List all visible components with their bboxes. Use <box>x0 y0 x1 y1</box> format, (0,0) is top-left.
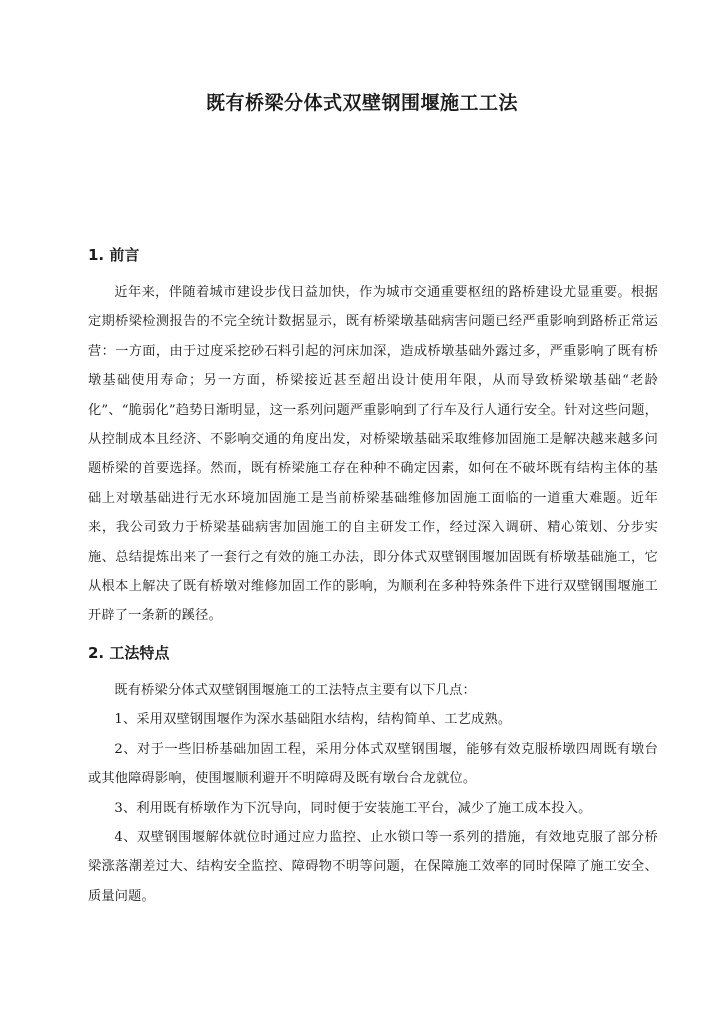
paragraph: 3、利用既有桥墩作为下沉导向，同时便于安装施工平台，减少了施工成本投入。 <box>114 800 592 816</box>
paragraph: 2、对于一些旧桥基础加固工程，采用分体式双壁钢围堰，能够有效克服桥墩四周既有墩台或其他障碍影响，使围堰顺利避开不明障碍及既有墩台合龙就位。 <box>88 741 658 787</box>
section-heading: 1. 前言 <box>88 246 140 264</box>
section-heading: 2. 工法特点 <box>88 644 170 662</box>
paragraph: 近年来，伴随着城市建设步伐日益加快，作为城市交通重要枢纽的路桥建设尤显重要。根据定期桥梁检测报告的不完全统计数据显示，既有桥梁墩基础病害问题已经严重影响到路桥正常运营：一方面，由于过度采挖砂石料引起的河床加深，造成桥墩基础外露过多，严重影响了既有桥墩基础使用寿命；另一方面，桥梁接近甚至超出设计使用年限，从而导致桥梁墩基础“老龄化”、“脆弱化”趋势日渐明显，这一系列问题严重影响到了行车及行人通行安全。针对这些问题，从控制成本且经济、不影响交通的角度出发，对桥梁墩基础采取维修加固施工是解决越来越多问题桥梁的首要选择。然而，既有桥梁施工存在种种不确定因素，如何在不破坏既有结构主体的基础上对墩基础进行无水环境加固施工是当前桥梁基础维修加固施工面临的一道重大难题。近年来，我公司致力于桥梁基础病害加固施工的自主研发工作，经过深入调研、精心策划、分步实施、总结提炼出来了一套行之有效的施工办法，即分体式双壁钢围堰加固既有桥墩基础施工，它从根本上解决了既有桥墩对维修加固工作的影响，为顺利在多种特殊条件下进行双壁钢围堰施工开辟了一条新的蹊径。 <box>88 285 658 624</box>
paragraph: 1、采用双壁钢围堰作为深水基础阻水结构，结构简单、工艺成熟。 <box>114 712 512 728</box>
paragraph: 4、双壁钢围堰解体就位时通过应力监控、止水锁口等一系列的措施，有效地克服了部分桥梁涨落潮差过大、结构安全监控、障碍物不明等问题，在保障施工效率的同时保障了施工安全、质量问题。 <box>88 830 658 904</box>
document-title: 既有桥梁分体式双壁钢围堰施工工法 <box>205 92 518 114</box>
section-preface <box>88 244 658 631</box>
paragraph: 既有桥梁分体式双壁钢围堰施工的工法特点主要有以下几点： <box>114 683 476 698</box>
section-features <box>88 642 658 911</box>
